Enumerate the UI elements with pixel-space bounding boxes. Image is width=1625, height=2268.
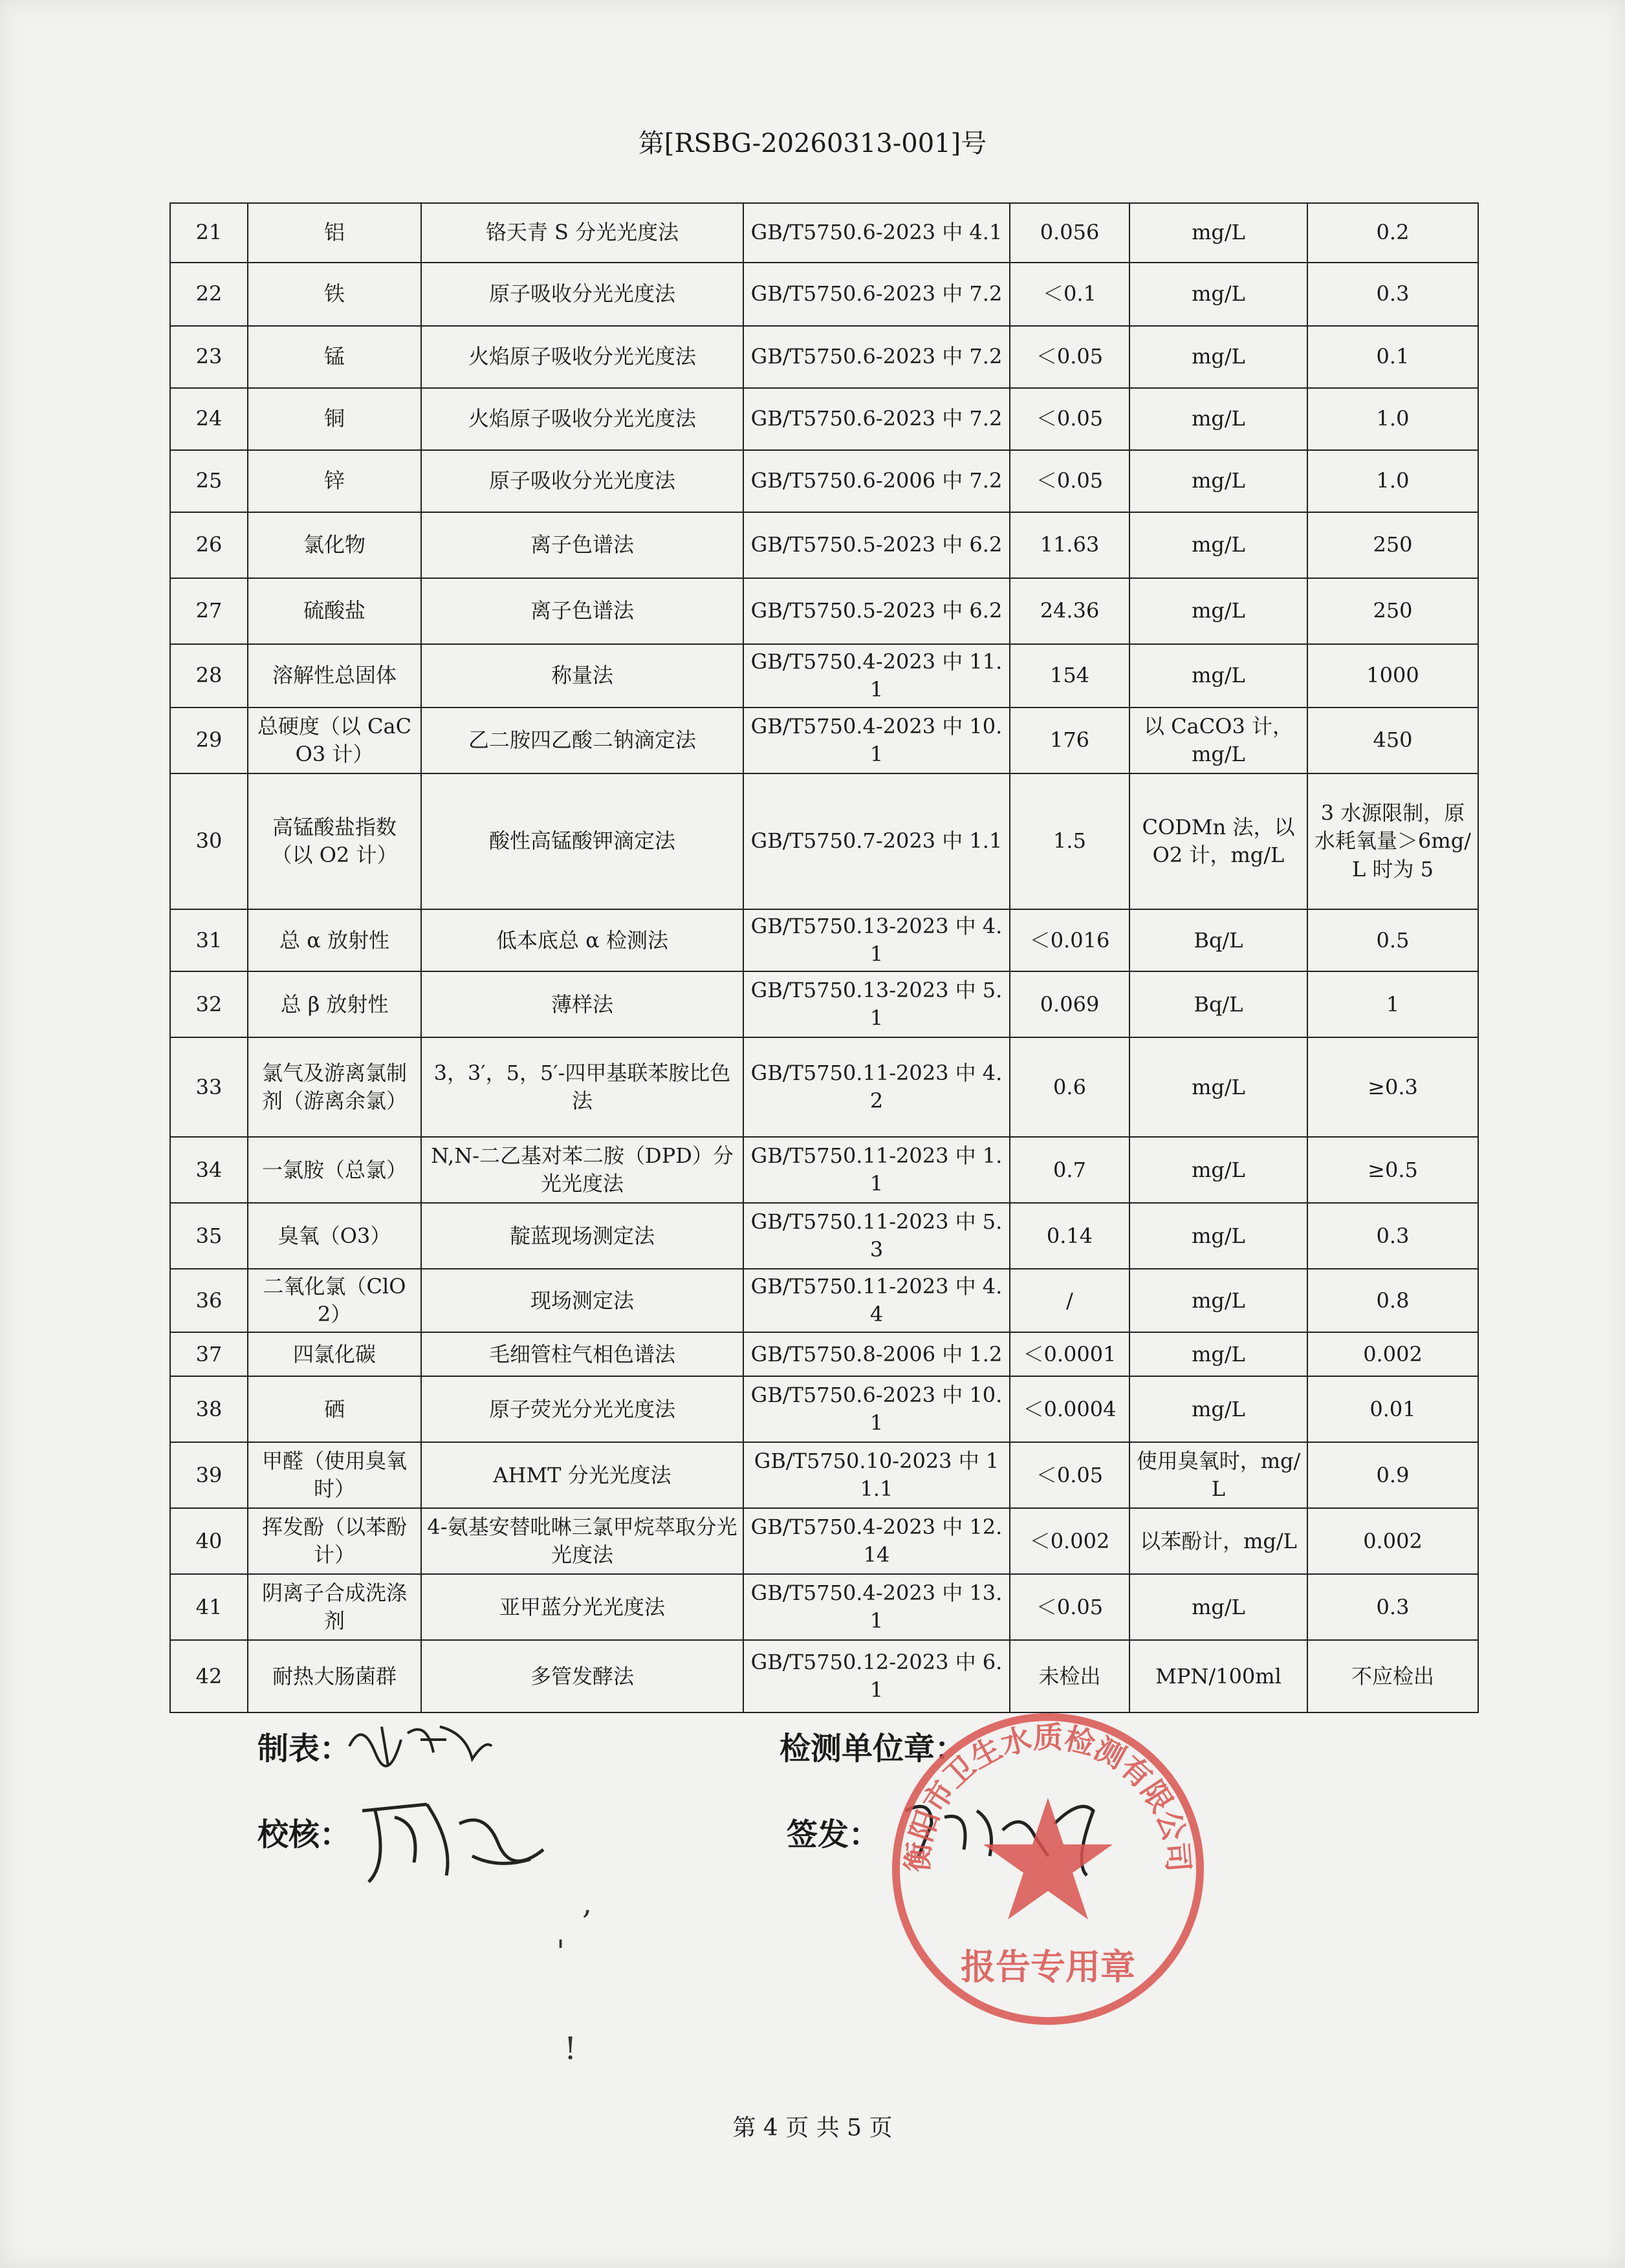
test-standard: GB/T5750.8-2006 中 1.2 [743,1332,1010,1376]
test-standard: GB/T5750.6-2023 中 4.1 [743,203,1010,263]
test-item: 溶解性总固体 [248,644,421,707]
row-index: 38 [170,1376,248,1442]
table-row [170,644,1478,707]
test-item: 一氯胺（总氯） [248,1137,421,1203]
test-standard: GB/T5750.4-2023 中 13.1 [743,1574,1010,1640]
test-result: ＜0.0004 [1010,1376,1129,1442]
unit: mg/L [1129,203,1307,263]
test-result: ＜0.05 [1010,450,1129,512]
test-result: 0.7 [1010,1137,1129,1203]
test-standard: GB/T5750.13-2023 中 4.1 [743,909,1010,971]
test-method: N,N-二乙基对苯二胺（DPD）分光光度法 [421,1137,743,1203]
test-result: ＜0.016 [1010,909,1129,971]
test-result: 0.6 [1010,1037,1129,1137]
limit-value: 1000 [1307,644,1478,707]
table-row [170,388,1478,450]
test-standard: GB/T5750.11-2023 中 1.1 [743,1137,1010,1203]
issued-label: 签发： [787,1817,880,1853]
row-index: 28 [170,644,248,707]
unit: mg/L [1129,326,1307,388]
unit: mg/L [1129,512,1307,578]
limit-value: 1.0 [1307,388,1478,450]
row-index: 24 [170,388,248,450]
test-method: 原子吸收分光光度法 [421,450,743,512]
limit-value: ≥0.5 [1307,1137,1478,1203]
test-item: 四氯化碳 [248,1332,421,1376]
test-standard: GB/T5750.13-2023 中 5.1 [743,971,1010,1037]
unit: 以 CaCO3 计，mg/L [1129,707,1307,773]
test-item: 氯气及游离氯制剂（游离余氯） [248,1037,421,1137]
limit-value: 0.3 [1307,1203,1478,1269]
test-item: 硫酸盐 [248,578,421,644]
unit: CODMn 法，以 O2 计，mg/L [1129,773,1307,909]
test-standard: GB/T5750.7-2023 中 1.1 [743,773,1010,909]
test-result: 0.056 [1010,203,1129,263]
test-item: 铜 [248,388,421,450]
table-row [170,512,1478,578]
unit: mg/L [1129,388,1307,450]
test-result: 1.5 [1010,773,1129,909]
table-row [170,578,1478,644]
checked-signature [349,1785,556,1888]
test-method: 多管发酵法 [421,1640,743,1712]
test-method: 原子荧光分光光度法 [421,1376,743,1442]
test-item: 甲醛（使用臭氧时） [248,1442,421,1508]
unit: mg/L [1129,644,1307,707]
table-row [170,909,1478,971]
test-standard: GB/T5750.10-2023 中 11.1 [743,1442,1010,1508]
report-number: 第[RSBG-20260313-001]号 [638,129,987,158]
test-item: 二氧化氯（ClO2） [248,1269,421,1332]
limit-value: 0.9 [1307,1442,1478,1508]
test-standard: GB/T5750.6-2023 中 7.2 [743,388,1010,450]
row-index: 35 [170,1203,248,1269]
table-row [170,773,1478,909]
unit: mg/L [1129,1137,1307,1203]
company-seal [880,1701,1216,2037]
limit-value: 0.3 [1307,1574,1478,1640]
unit: mg/L [1129,263,1307,326]
limit-value: 0.002 [1307,1332,1478,1376]
test-result: 未检出 [1010,1640,1129,1712]
limit-value: 1 [1307,971,1478,1037]
test-result: / [1010,1269,1129,1332]
test-result: 0.069 [1010,971,1129,1037]
test-standard: GB/T5750.6-2006 中 7.2 [743,450,1010,512]
test-method: 低本底总 α 检测法 [421,909,743,971]
checked-label: 校核： [257,1817,351,1853]
limit-value: 3 水源限制，原水耗氧量＞6mg/L 时为 5 [1307,773,1478,909]
test-result: ＜0.05 [1010,1442,1129,1508]
unit: mg/L [1129,1574,1307,1640]
row-index: 22 [170,263,248,326]
test-method: 称量法 [421,644,743,707]
limit-value: 0.01 [1307,1376,1478,1442]
table-row [170,450,1478,512]
test-item: 铝 [248,203,421,263]
row-index: 26 [170,512,248,578]
stray-mark: ! [564,2031,577,2067]
test-method: AHMT 分光光度法 [421,1442,743,1508]
test-item: 耐热大肠菌群 [248,1640,421,1712]
table-row [170,971,1478,1037]
test-item: 氯化物 [248,512,421,578]
table-row [170,1640,1478,1712]
table-row [170,1376,1478,1442]
unit: mg/L [1129,578,1307,644]
test-method: 火焰原子吸收分光光度法 [421,326,743,388]
row-index: 42 [170,1640,248,1712]
test-item: 高锰酸盐指数（以 O2 计） [248,773,421,909]
test-item: 阴离子合成洗涤剂 [248,1574,421,1640]
prepared-signature [343,1707,498,1778]
unit: mg/L [1129,1332,1307,1376]
test-result: 24.36 [1010,578,1129,644]
row-index: 32 [170,971,248,1037]
test-item: 锌 [248,450,421,512]
test-item: 铁 [248,263,421,326]
test-standard: GB/T5750.11-2023 中 4.2 [743,1037,1010,1137]
test-standard: GB/T5750.4-2023 中 10.1 [743,707,1010,773]
test-result: ＜0.1 [1010,263,1129,326]
unit: mg/L [1129,1203,1307,1269]
row-index: 33 [170,1037,248,1137]
svg-text:报告专用章: 报告专用章 [961,1947,1135,1987]
test-method: 原子吸收分光光度法 [421,263,743,326]
limit-value: 1.0 [1307,450,1478,512]
test-method: 乙二胺四乙酸二钠滴定法 [421,707,743,773]
table-row [170,203,1478,263]
table-row [170,1269,1478,1332]
test-result: ＜0.0001 [1010,1332,1129,1376]
test-method: 3，3′，5，5′-四甲基联苯胺比色法 [421,1037,743,1137]
results-table [169,202,1479,1713]
table-row [170,707,1478,773]
prepared-label: 制表： [257,1731,351,1767]
test-standard: GB/T5750.11-2023 中 5.3 [743,1203,1010,1269]
limit-value: 250 [1307,512,1478,578]
test-standard: GB/T5750.4-2023 中 11.1 [743,644,1010,707]
test-item: 挥发酚（以苯酚计） [248,1508,421,1574]
stray-mark: , [582,1885,593,1921]
table-row [170,1508,1478,1574]
test-method: 火焰原子吸收分光光度法 [421,388,743,450]
test-item: 臭氧（O3） [248,1203,421,1269]
stamp-label: 检测单位章： [780,1731,966,1767]
table-row [170,1203,1478,1269]
row-index: 30 [170,773,248,909]
limit-value: 0.3 [1307,263,1478,326]
row-index: 27 [170,578,248,644]
test-standard: GB/T5750.5-2023 中 6.2 [743,578,1010,644]
table-row [170,263,1478,326]
limit-value: 0.002 [1307,1508,1478,1574]
limit-value: 0.8 [1307,1269,1478,1332]
test-item: 锰 [248,326,421,388]
test-result: ＜0.002 [1010,1508,1129,1574]
test-item: 总硬度（以 CaCO3 计） [248,707,421,773]
table-row [170,326,1478,388]
stray-mark: ' [556,1934,565,1970]
test-result: 11.63 [1010,512,1129,578]
row-index: 29 [170,707,248,773]
table-row [170,1332,1478,1376]
test-method: 现场测定法 [421,1269,743,1332]
test-result: 176 [1010,707,1129,773]
unit: Bq/L [1129,909,1307,971]
limit-value: 0.5 [1307,909,1478,971]
test-method: 毛细管柱气相色谱法 [421,1332,743,1376]
unit: mg/L [1129,1376,1307,1442]
test-method: 亚甲蓝分光光度法 [421,1574,743,1640]
limit-value: 0.2 [1307,203,1478,263]
row-index: 37 [170,1332,248,1376]
test-item: 硒 [248,1376,421,1442]
table-row [170,1442,1478,1508]
table-row [170,1037,1478,1137]
unit: Bq/L [1129,971,1307,1037]
unit: mg/L [1129,450,1307,512]
row-index: 25 [170,450,248,512]
row-index: 23 [170,326,248,388]
unit: 使用臭氧时，mg/L [1129,1442,1307,1508]
test-standard: GB/T5750.12-2023 中 6.1 [743,1640,1010,1712]
limit-value: 0.1 [1307,326,1478,388]
test-result: ＜0.05 [1010,326,1129,388]
limit-value: 450 [1307,707,1478,773]
test-result: ＜0.05 [1010,388,1129,450]
test-standard: GB/T5750.6-2023 中 7.2 [743,263,1010,326]
row-index: 21 [170,203,248,263]
row-index: 39 [170,1442,248,1508]
test-standard: GB/T5750.6-2023 中 7.2 [743,326,1010,388]
test-method: 靛蓝现场测定法 [421,1203,743,1269]
limit-value: 250 [1307,578,1478,644]
svg-text:衡阳市卫生水质检测有限公司: 衡阳市卫生水质检测有限公司 [899,1720,1197,1874]
page-footer: 第 4 页 共 5 页 [732,2115,893,2141]
row-index: 40 [170,1508,248,1574]
test-standard: GB/T5750.11-2023 中 4.4 [743,1269,1010,1332]
row-index: 31 [170,909,248,971]
test-method: 酸性高锰酸钾滴定法 [421,773,743,909]
test-standard: GB/T5750.6-2023 中 10.1 [743,1376,1010,1442]
test-standard: GB/T5750.4-2023 中 12.14 [743,1508,1010,1574]
row-index: 34 [170,1137,248,1203]
unit: 以苯酚计，mg/L [1129,1508,1307,1574]
row-index: 41 [170,1574,248,1640]
unit: MPN/100ml [1129,1640,1307,1712]
test-method: 铬天青 S 分光光度法 [421,203,743,263]
test-result: ＜0.05 [1010,1574,1129,1640]
unit: mg/L [1129,1037,1307,1137]
test-standard: GB/T5750.5-2023 中 6.2 [743,512,1010,578]
test-method: 4-氨基安替吡啉三氯甲烷萃取分光光度法 [421,1508,743,1574]
test-method: 薄样法 [421,971,743,1037]
row-index: 36 [170,1269,248,1332]
test-result: 0.14 [1010,1203,1129,1269]
limit-value: ≥0.3 [1307,1037,1478,1137]
table-row [170,1137,1478,1203]
test-method: 离子色谱法 [421,578,743,644]
test-item: 总 α 放射性 [248,909,421,971]
table-row [170,1574,1478,1640]
test-method: 离子色谱法 [421,512,743,578]
test-item: 总 β 放射性 [248,971,421,1037]
unit: mg/L [1129,1269,1307,1332]
test-result: 154 [1010,644,1129,707]
limit-value: 不应检出 [1307,1640,1478,1712]
